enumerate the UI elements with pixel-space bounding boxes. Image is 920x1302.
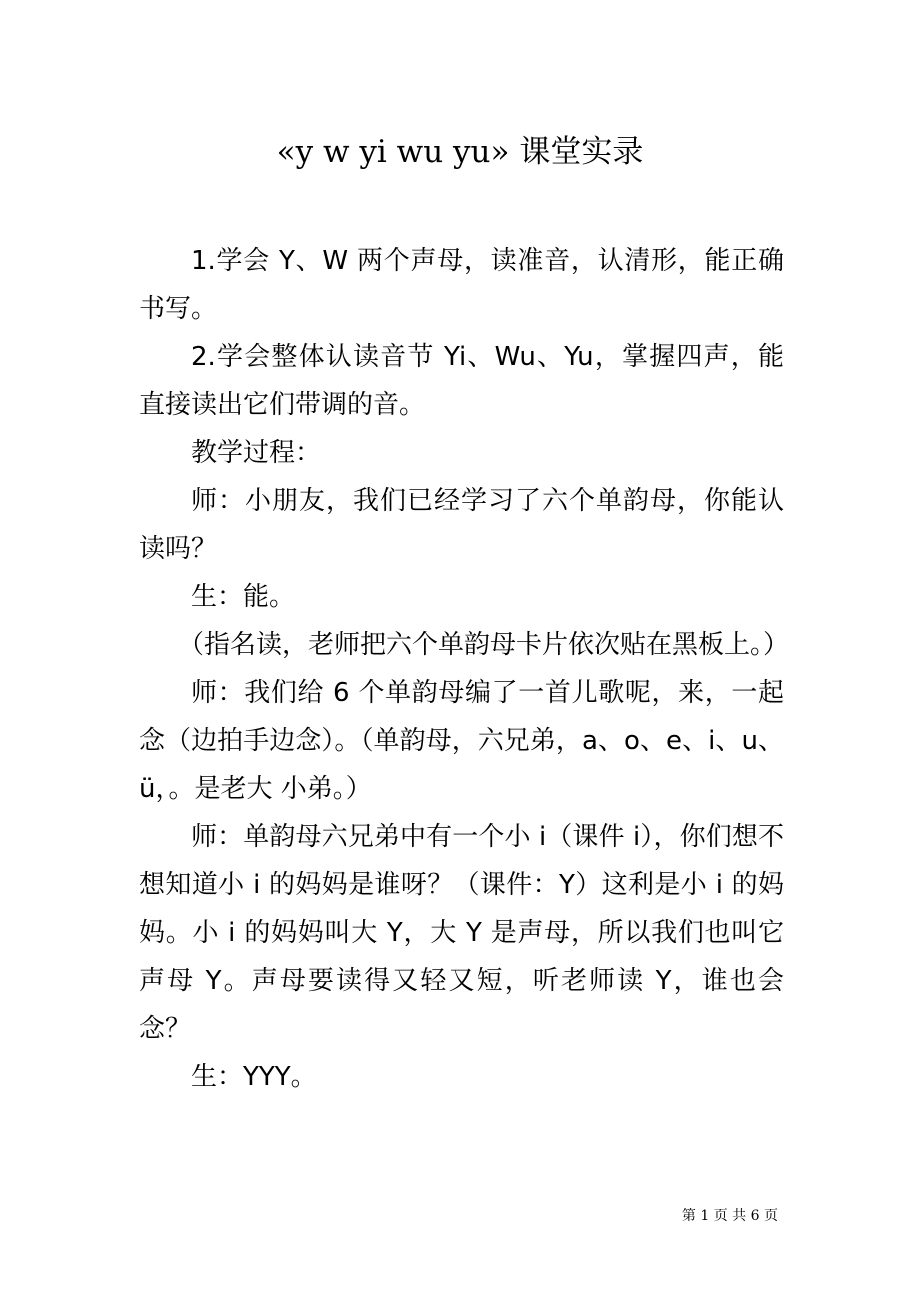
document-body bbox=[139, 237, 790, 1101]
paragraph-student-1: 生：能。 bbox=[191, 582, 296, 612]
paragraph-objective-2: 2.学会整体认读音节 Yi、Wu、Yu，掌握四声，能直接读出它们带调的音。 bbox=[139, 342, 784, 420]
paragraph-process-heading: 教学过程： bbox=[191, 438, 322, 468]
document-title: «y w yi wu yu» 课堂实录 bbox=[276, 134, 644, 170]
paragraph-student-2: 生：YYY。 bbox=[191, 1062, 317, 1092]
paragraph-teacher-2: 师：我们给 6 个单韵母编了一首儿歌呢，来，一起念（边拍手边念）。（单韵母，六兄弟，a、o、e、i、u、ü，。是老大 小弟。） bbox=[139, 678, 784, 804]
paragraph-objective-1: 1.学会 Y、W 两个声母，读准音，认清形，能正确书写。 bbox=[139, 246, 784, 324]
paragraph-teacher-1: 师：小朋友，我们已经学习了六个单韵母，你能认读吗？ bbox=[139, 486, 784, 564]
paragraph-teacher-3: 师：单韵母六兄弟中有一个小 i（课件 i），你们想不想知道小 i 的妈妈是谁呀？（课件：Y）这利是小 i 的妈妈。小 i 的妈妈叫大 Y，大 Y 是声母，所以我们也叫它声母 Y。声母要读得又轻又短，听老师读 Y，谁也会念？ bbox=[139, 822, 784, 1044]
paragraph-note-1: （指名读，老师把六个单韵母卡片依次贴在黑板上。） bbox=[178, 630, 790, 660]
page-number-footer: 第 1 页 共 6 页 bbox=[681, 1208, 778, 1224]
